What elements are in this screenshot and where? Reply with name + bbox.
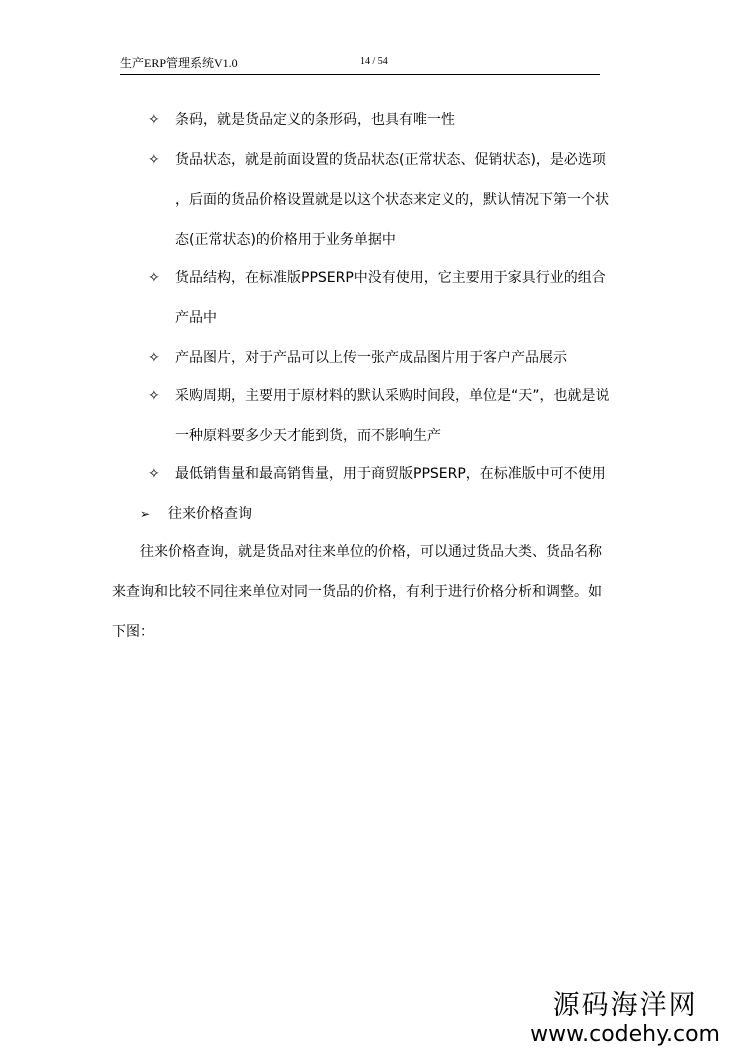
- section-heading: 往来价格查询: [168, 506, 252, 522]
- bullet-text: 产品图片，对于产品可以上传一张产成品图片用于客户产品展示: [175, 350, 567, 366]
- bullet-icon: ✧: [148, 350, 160, 366]
- paragraph-line: 来查询和比较不同往来单位对同一货品的价格，有利于进行价格分析和调整。如: [112, 584, 602, 600]
- bullet-text: 一种原料要多少天才能到货，而不影响生产: [175, 428, 441, 444]
- bullet-icon: ✧: [148, 388, 160, 404]
- bullet-icon: ✧: [148, 270, 160, 286]
- bullet-text: 最低销售量和最高销售量，用于商贸版PPSERP，在标准版中可不使用: [175, 466, 606, 482]
- bullet-icon: ✧: [148, 152, 160, 168]
- bullet-text: ，后面的货品价格设置就是以这个状态来定义的，默认情况下第一个状: [175, 192, 609, 208]
- bullet-icon: ✧: [148, 112, 160, 128]
- bullet-text: 条码，就是货品定义的条形码，也具有唯一性: [175, 112, 455, 128]
- document-title: 生产ERP管理系统V1.0: [120, 56, 238, 70]
- arrow-icon: ➢: [140, 507, 151, 521]
- bullet-text: 产品中: [175, 310, 217, 326]
- bullet-text: 态(正常状态)的价格用于业务单据中: [175, 232, 396, 248]
- watermark-name: 源码海洋网: [552, 990, 698, 1021]
- page-number: 14 / 54: [360, 56, 388, 67]
- paragraph-line: 下图：: [112, 624, 154, 640]
- bullet-icon: ✧: [148, 466, 160, 482]
- watermark: [530, 990, 720, 1048]
- bullet-text: 货品状态，就是前面设置的货品状态(正常状态、促销状态)，是必选项: [175, 152, 606, 168]
- bullet-text: 采购周期，主要用于原材料的默认采购时间段，单位是“天”，也就是说: [175, 388, 610, 404]
- watermark-url: www.codehy.com: [530, 1022, 720, 1047]
- bullet-text: 货品结构，在标准版PPSERP中没有使用，它主要用于家具行业的组合: [175, 270, 606, 286]
- paragraph-line: 往来价格查询，就是货品对往来单位的价格，可以通过货品大类、货品名称: [140, 544, 602, 560]
